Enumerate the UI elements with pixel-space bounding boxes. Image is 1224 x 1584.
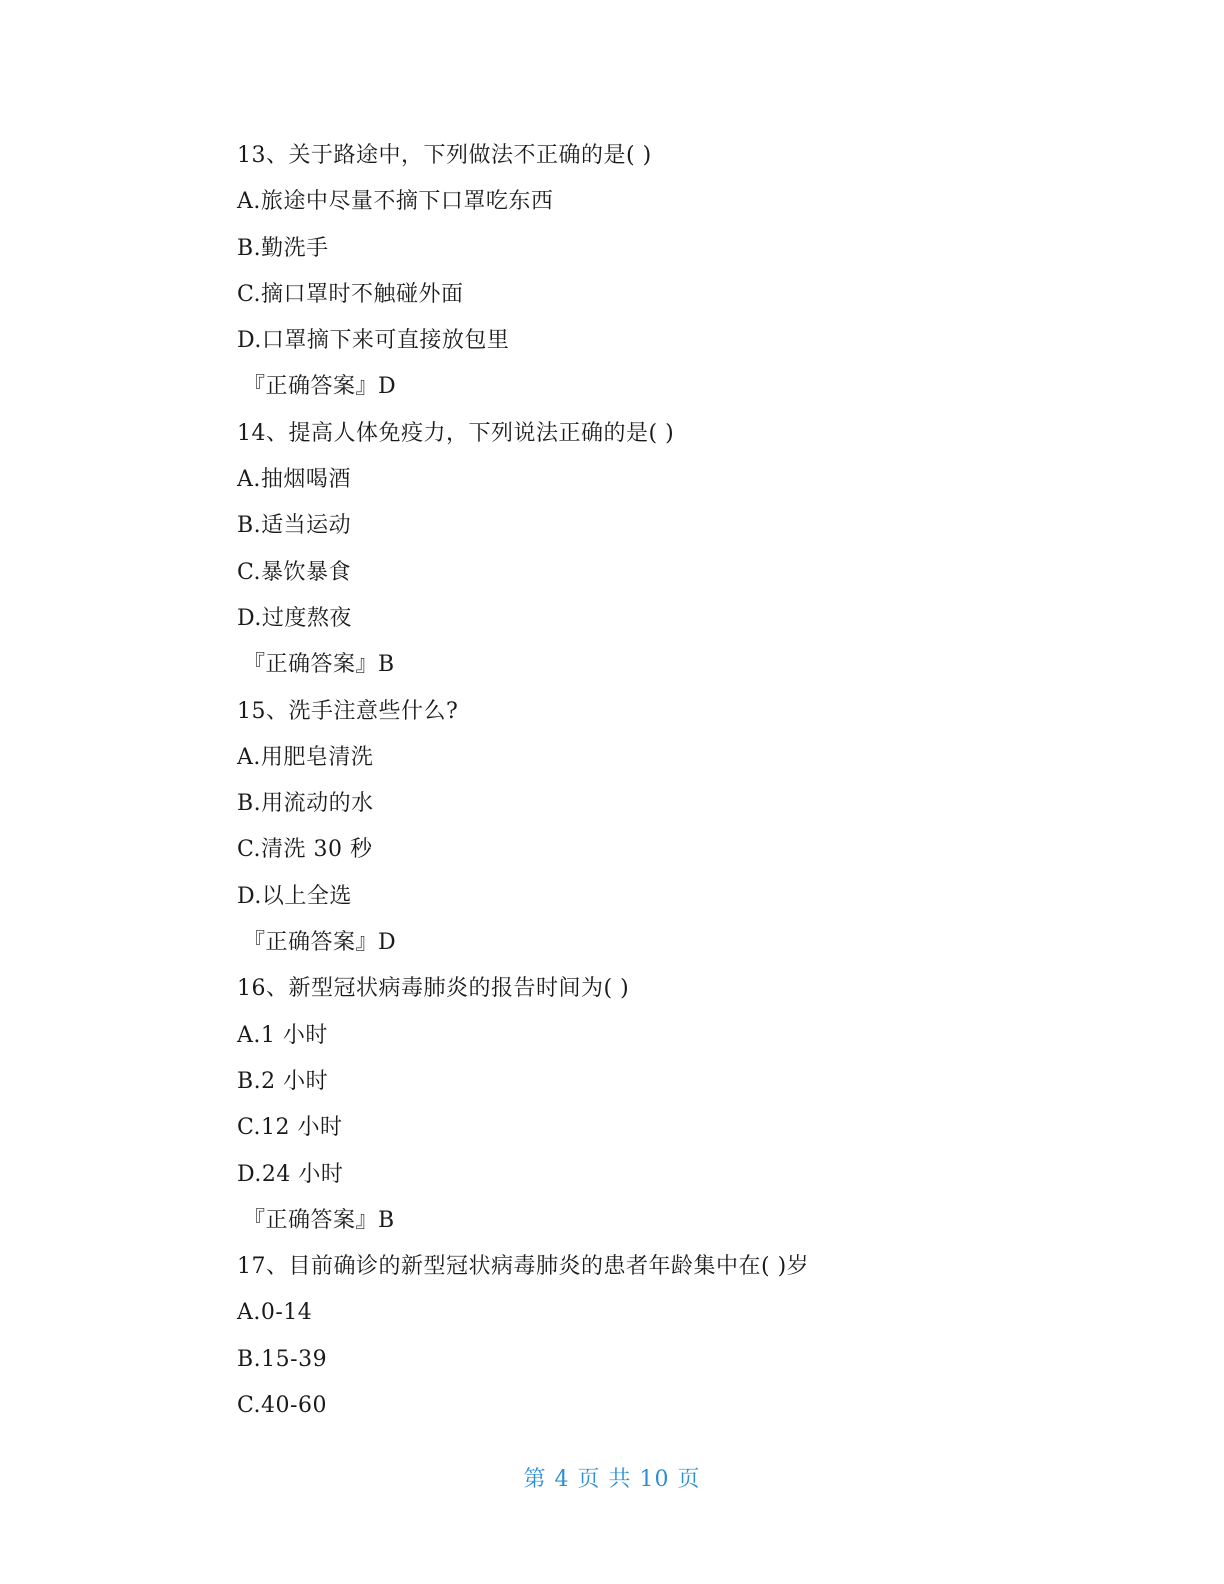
option-d: D.口罩摘下来可直接放包里 [237,328,510,354]
option-a: A.抽烟喝酒 [237,467,351,493]
option-d: D.过度熬夜 [237,605,352,631]
option-b: B.适当运动 [237,513,352,539]
option-b: B.用流动的水 [237,791,374,817]
option-c: C.清洗 30 秒 [237,837,373,863]
correct-answer: 『正确答案』B [243,652,395,678]
question-stem: 17、目前确诊的新型冠状病毒肺炎的患者年龄集中在( )岁 [237,1254,810,1280]
correct-answer: 『正确答案』D [243,930,397,956]
page-footer [0,1462,1224,1498]
option-c: C.暴饮暴食 [237,559,352,585]
option-d: D.以上全选 [237,883,352,909]
page-number-label: 第 4 页 共 10 页 [523,1467,701,1492]
option-a: A.0-14 [237,1300,313,1326]
question-stem: 15、洗手注意些什么? [237,698,459,724]
option-c: C.摘口罩时不触碰外面 [237,281,464,307]
option-c: C.12 小时 [237,1115,343,1141]
option-a: A.用肥皂清洗 [237,744,374,770]
option-c: C.40-60 [237,1393,327,1419]
option-b: B.15-39 [237,1346,328,1372]
correct-answer: 『正确答案』D [243,374,397,400]
option-b: B.2 小时 [237,1068,329,1094]
correct-answer: 『正确答案』B [243,1207,395,1233]
question-stem: 16、新型冠状病毒肺炎的报告时间为( ) [237,976,630,1002]
option-b: B.勤洗手 [237,235,329,261]
question-stem: 14、提高人体免疫力，下列说法正确的是( ) [237,420,675,446]
option-d: D.24 小时 [237,1161,344,1187]
question-list [237,133,1137,1429]
option-a: A.旅途中尽量不摘下口罩吃东西 [237,189,554,215]
question-stem: 13、关于路途中，下列做法不正确的是( ) [237,143,652,168]
option-a: A.1 小时 [237,1022,328,1048]
